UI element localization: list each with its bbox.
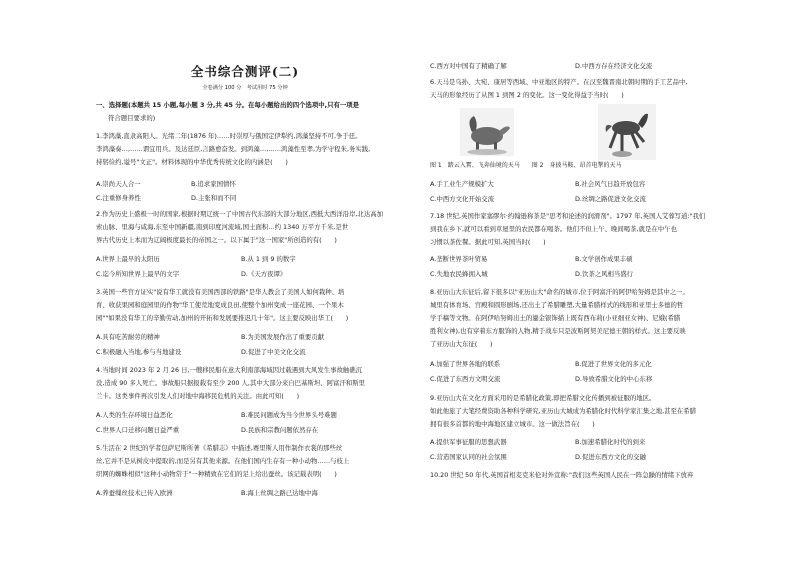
q8-option-b: B.促进了世界文化的多元化 [575, 360, 652, 368]
galloping-horse-image [598, 104, 656, 160]
q9-option-b: B.加速希腊化时代的到来 [575, 438, 646, 446]
q7-line: 习惯以茶佐餐。据此可知,英国当时( ) [430, 238, 546, 246]
q5-option-b: B.海上丝绸之路已达地中海 [241, 489, 318, 497]
q4-line: 没,造成 90 多人死亡。事故船只据报载有至少 200 人,其中大部分来自巴基斯坦、阿富汗和斯里 [96, 379, 365, 387]
page-subtitle: 全卷满分 100 分 考试用时 75 分钟 [202, 85, 288, 91]
q7-line: 到我在乡下,就可以看到草屋里的农民都在喝茶。他们不但上午、晚间喝茶,就是在中午也 [430, 225, 677, 233]
q4-line: 兰卡。这类事件再次引发人们对地中海移民危机的关注。由此可知( ) [96, 392, 300, 400]
q3-option-c: C.积极融入当地,参与当地建设 [96, 348, 182, 356]
q8-line: 胜利女神),也有穿着东方服饰的人物,精于战车只是波斯阿契美尼德王朝的样式。这主要反映 [430, 327, 686, 335]
q5-line: 5.生活在 2 世纪的学者包萨尼斯所著《希腊志》中描述,赛里斯人用作制作衣裳的那些丝 [96, 444, 343, 452]
q1-option-d: D.主张和而不同 [191, 194, 237, 202]
right-column [430, 0, 720, 562]
q5-option-a: A.养蚕缫丝技术已传入欧洲 [96, 489, 173, 497]
q8-option-d: D.导致希腊文化的中心东移 [575, 375, 653, 383]
q1-option-c: C.注重修身养性 [96, 194, 141, 202]
horse-statue-image [460, 108, 514, 156]
q9-option-c: C.营造国家认同的社会氛围 [430, 453, 507, 461]
q6-line: 天马的形象经历了从图 1 到图 2 的变化。这一变化得益于当时( ) [430, 91, 624, 99]
q7-option-b: B.文学创作成果丰硕 [575, 255, 633, 263]
q7-option-d: D.饮茶之风相当盛行 [575, 270, 634, 278]
q6-option-a: A.手工业生产规模扩大 [430, 180, 494, 188]
q5-option-c: C.西方对中国有了精确了解 [430, 62, 507, 70]
q2-line: 2.作为历史上盛极一时的国家,根据时期辽统一了中国古代东部的大部分地区,西抵大西洋沿岸,北达高加 [96, 210, 383, 218]
left-column [96, 0, 394, 562]
q2-line: 索山脉、里海与咸海,东至中国新疆,南到印度河流域,国土面积…约 1340 万平方千米,是世 [96, 223, 349, 231]
q6-option-c: C.中西方文化开始交流 [430, 195, 495, 203]
q2-line: 界古代历史上本而为辽阔极度最长的帝国之一。以下属于"这一国家"所创造的有( ) [96, 236, 337, 244]
figure-caption: 图 1 踏云入霄、飞奔仙境的天马 图 2 身披马鞍、昂首电掣的天马 [430, 162, 622, 169]
q1-option-b: B.追求家国情怀 [191, 180, 236, 188]
q8-line: 城里有体育场、宫殿和圆形剧场,还出土了希腊雕塑,大量希腊样式的线形和亚里士多德的哲 [430, 301, 684, 309]
q1-line: 李鸿藻奏…,……谓宜用兵。及达廷臣,言路愈奋发。到鸿藻…,……鸿藻性至孝,为学守程朱,务实践, [96, 145, 371, 153]
q8-option-c: C.促进了东西方文明交流 [430, 375, 501, 383]
q2-option-c: C.迄今所知世界上最早的文字 [96, 270, 180, 278]
q9-line: 如此他旅了大笔经费资助各种科学研究,亚历山大城成为希腊化时代科学家汇集之地,甚至在希腊 [430, 407, 697, 415]
q8-line: 8.亚历山大东征后,留下很多以"亚历山大"命名的城市,位于阿富汗的阿伊哈努姆是其中之一。 [430, 288, 689, 296]
section-heading-cont: 符合题目要求的) [108, 114, 156, 122]
q7-option-c: C.失地农民蜂拥入城 [430, 270, 488, 278]
q2-option-a: A.世界上最早的太阳历 [96, 255, 160, 263]
q8-option-a: A.加强了世界各地的联系 [430, 360, 501, 368]
q8-line: 了亚历山大东征( ) [430, 340, 493, 348]
q6-option-b: B.社会风气日趋开放包容 [575, 180, 646, 188]
q7-option-a: A.垄断世界茶叶贸易 [430, 255, 488, 263]
q9-option-a: A.提供军事征服的思想武器 [430, 438, 507, 446]
q3-line: 育、收获果园和庭园里的作物"华工使荒地变成良田,使整个加州变成一座花园、一个果木 [96, 301, 344, 309]
q8-line: 学手稿等文物。在阿伊哈努姆出土的鎏金银饰描上既有西布莉(小亚细亚女神)、尼娥(希腊 [430, 314, 681, 322]
q4-line: 4.当地时间 2023 年 2 月 26 日,一艘移民船在意大利南部海域因过载遇到大风发生事故触礁沉 [96, 366, 363, 374]
q5-line: 丝,它并不是从树皮中提取的,而是另有其他来源。在他们国内生存有一种小动物……与枝上 [96, 457, 350, 465]
q4-option-a: A.人类的生存环境日益恶化 [96, 411, 173, 419]
q6-option-d: D.丝绸之路促进文化交流 [575, 195, 646, 203]
page-title: 全书综合测评(二) [190, 64, 300, 79]
q7-line: 7.18 世纪,英国作家塞缪尔·约翰逊称茶是"思考和论述的润滑剂"。1797 年,英国人艾蓉写道:"我们 [430, 212, 706, 220]
section-heading: 一、选择题(本题共 15 小题,每小题 3 分,共 45 分。在每小题给出的四个选项中,只有一项是 [96, 101, 360, 109]
q10-line: 10.20 世纪 50 年代,英国首相麦克米伦对外宣称:"我们这些英国人民在一阵急躁的情绪下放弃 [430, 471, 694, 479]
q3-option-d: D.促进了中美文化交流 [241, 348, 306, 356]
q1-option-a: A.崇尚天人合一 [96, 180, 141, 188]
q6-line: 6.天马是乌孙、大宛、康居等西域、中亚地区的特产。在汉至魏晋南北朝时期的手工艺品中, [430, 78, 688, 86]
q3-option-b: B.为美国发展作出了重要贡献 [241, 333, 325, 341]
q4-option-c: C.世界人口迁移问题日益严重 [96, 426, 180, 434]
q5-line: 织网的蜘蛛相似"这种小动物常于"一种精致在它们的足上给出蚕丝。该记载表明( ) [96, 470, 337, 478]
q4-option-d: D.民族和宗教问题依然存在 [241, 426, 319, 434]
q9-line: 9.亚历山大在文化方面采用的是希腊化政策,即把希腊文化传播到被征服的地区。 [430, 394, 656, 402]
q4-option-b: B.难民问题成为当今世界头号难题 [241, 411, 337, 419]
q3-option-a: A.具有吃苦耐劳的精神 [96, 333, 160, 341]
q2-option-b: B.从 1 到 9 的数字 [241, 255, 296, 263]
q3-line: 园""如果没有华工的辛勤劳动,加州的开拓和发展要推迟几十年"。这主要反映出华工( ) [96, 314, 349, 322]
q2-option-d: D.《天方夜谭》 [241, 270, 287, 278]
q1-line: 持躬俭约,谥号"文正"。材料体现的中华优秀传统文化的内涵是( ) [96, 158, 288, 166]
q3-line: 3.英国一些官方证实"说有华工就没有美国西部的铁路"是华人教会了美国人如何栽种、培 [96, 288, 345, 296]
q9-line: 拥有很多首都的地中海地区建立城市。这一做法旨在( ) [430, 420, 595, 428]
q1-line: 1.李鸿藻,直隶高阳人。光绪二年(1876 年)……时崇厚与俄国定伊犁约,鸿藻坚持不可,争于廷。 [96, 132, 362, 140]
q5-option-d: D.中西方存在经济文化交流 [575, 62, 653, 70]
q9-option-d: D.促进东西方文化的交融 [575, 453, 646, 461]
